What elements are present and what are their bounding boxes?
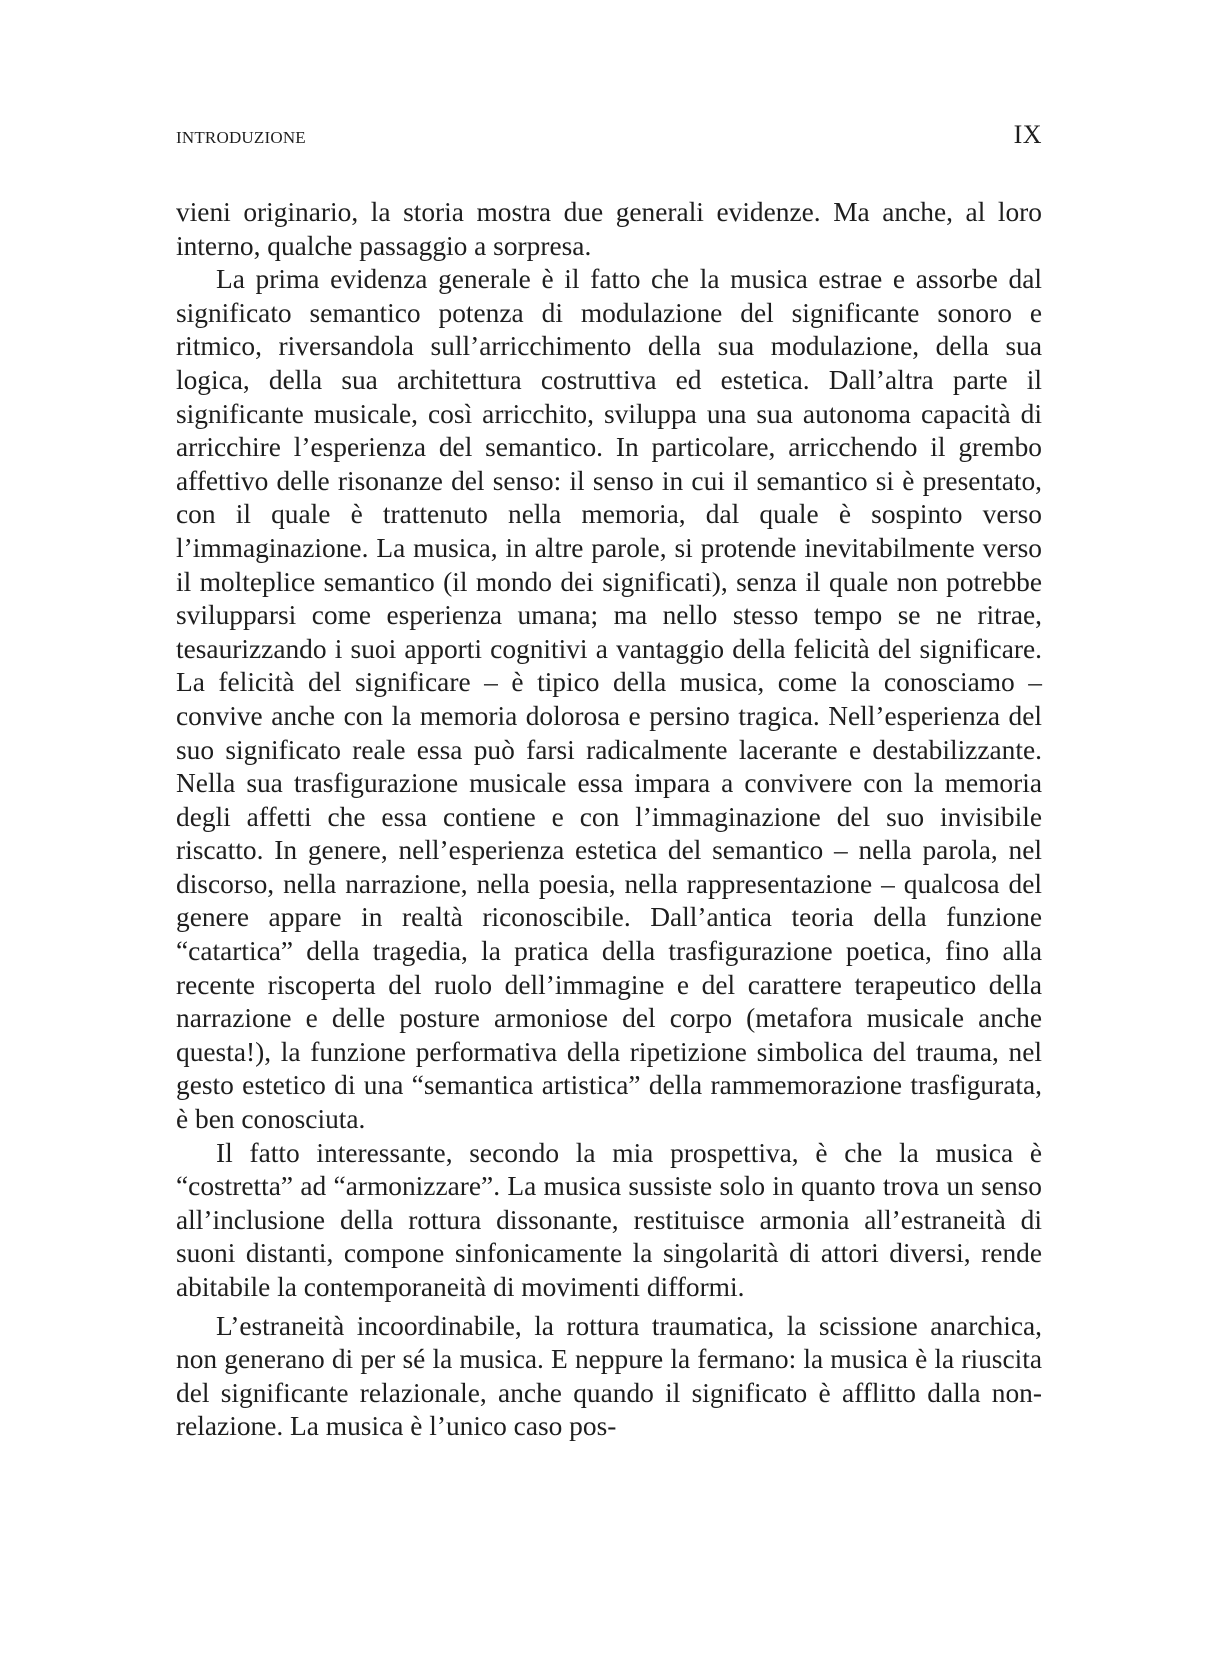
paragraph: L’estraneità incoordinabile, la rottura traumatica, la scissione anarchica, non generano di per sé la musica. E neppure la fermano: la musica è la riuscita del significante relazionale, anche quando il significato è afflitto dalla non-relazione. La musica è l’unico caso pos-: [176, 1310, 1042, 1442]
running-head: [176, 120, 1042, 158]
paragraph: Il fatto interessante, secondo la mia prospettiva, è che la musica è “costretta” ad “armonizzare”. La musica sussiste solo in quanto trova un senso all’inclusione della rottura dissonante, restituisce armonia all’estraneità di suoni distanti, compone sinfonicamente la singolarità di attori diversi, rende abitabile la contemporaneità di movimenti difformi.: [176, 1137, 1042, 1302]
page-number: IX: [1013, 120, 1042, 149]
body-text: [176, 196, 1042, 1444]
paragraph: La prima evidenza generale è il fatto che la musica estrae e assorbe dal significato semantico potenza di modulazione del significante sonoro e ritmico, riversandola sull’arricchimento della sua modulazione, della sua logica, della sua architettura costruttiva ed estetica. Dall’altra parte il significante musicale, così arricchito, sviluppa una sua autonoma capacità di arricchire l’esperienza del semantico. In particolare, arricchendo il grembo affettivo delle risonanze del senso: il senso in cui il semantico si è presentato, con il quale è trattenuto nella memoria, dal quale è sospinto verso l’immaginazione. La musica, in altre parole, si protende inevitabilmente verso il molteplice semantico (il mondo dei significati), senza il quale non potrebbe svilupparsi come esperienza umana; ma nello stesso tempo se ne ritrae, tesaurizzando i suoi apporti cognitivi a vantaggio della felicità del significare. La felicità del significare – è tipico della musica, come la conosciamo – convive anche con la memoria dolorosa e persino tragica. Nell’esperienza del suo significato reale essa può farsi radicalmente lacerante e destabilizzante. Nella sua trasfigurazione musicale essa impara a convivere con la memoria degli affetti che essa contiene e con l’immaginazione del suo invisibile riscatto. In genere, nell’esperienza estetica del semantico – nella parola, nel discorso, nella narrazione, nella poesia, nella rappresentazione – qualcosa del genere appare in realtà riconoscibile. Dall’antica teoria della funzione “catartica” della tragedia, la pratica della trasfigurazione poetica, fino alla recente riscoperta del ruolo dell’immagine e del carattere terapeutico della narrazione e delle posture armoniose del corpo (metafora musicale anche questa!), la funzione performativa della ripetizione simbolica del trauma, nel gesto estetico di una “semantica artistica” della rammemorazione trasfigurata, è ben conosciuta.: [176, 264, 1042, 1135]
paragraph-continuation: vieni originario, la storia mostra due generali evidenze. Ma anche, al loro interno, qualche passaggio a sorpresa.: [176, 197, 1042, 261]
section-title: INTRODUZIONE: [176, 128, 306, 147]
